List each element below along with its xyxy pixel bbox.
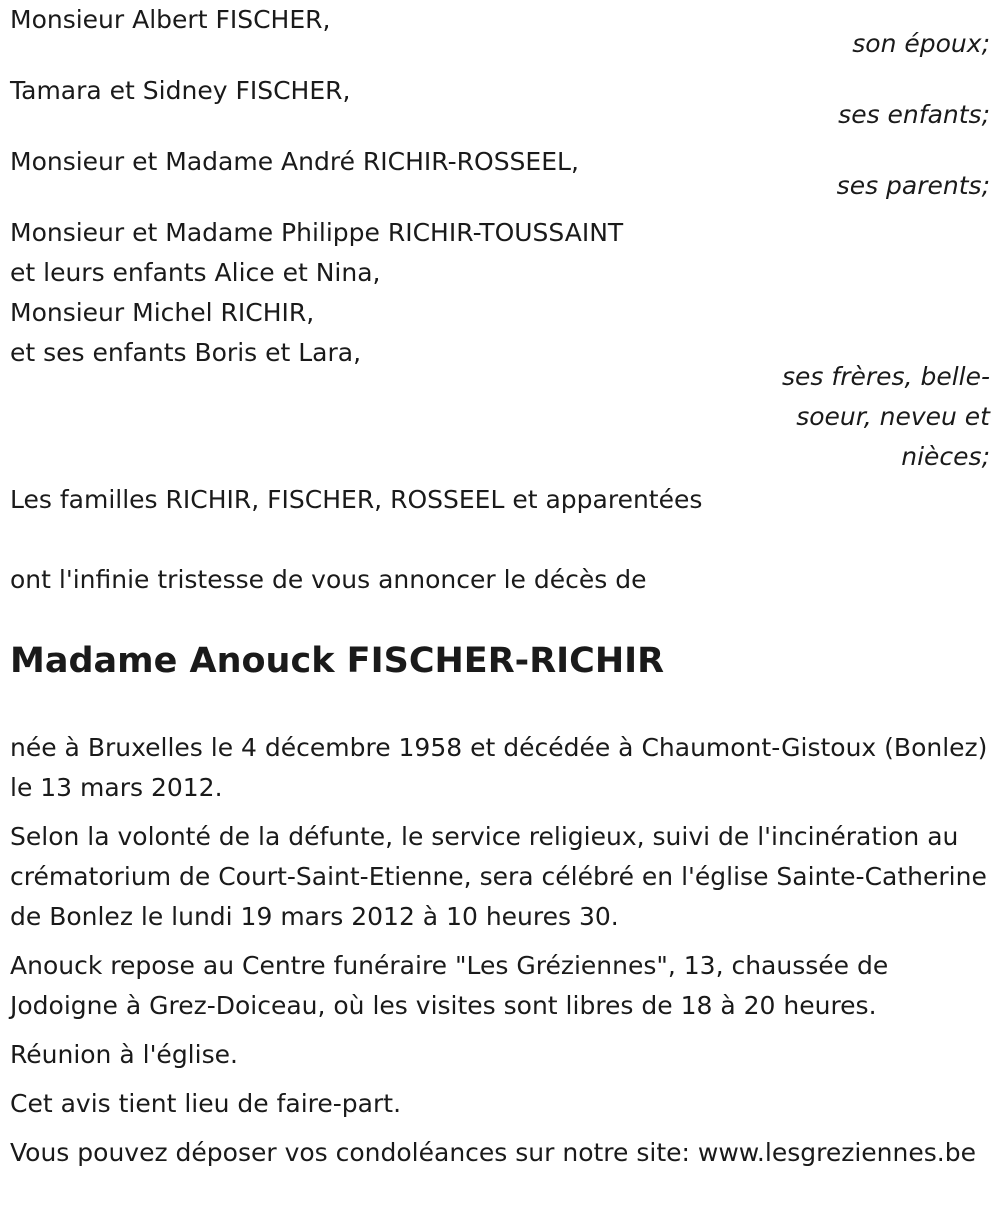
paragraph-funeral-home: Anouck repose au Centre funéraire "Les Gréziennes", 13, chaussée de Jodoigne à Grez-Doiceau, où les visites sont libres de 18 à 20 heures. (10, 951, 889, 1020)
family-name-line: et ses enfants Boris et Lara, (10, 338, 362, 367)
family-name-line: Monsieur et Madame Philippe RICHIR-TOUSSAINT (10, 218, 624, 247)
relation-label: ses frères, belle-soeur, neveu et nièces; (782, 362, 990, 471)
relation-label: ses parents; (836, 171, 990, 200)
family-name-line: Monsieur Michel RICHIR, (10, 298, 315, 327)
family-name-line: Tamara et Sidney FISCHER, (10, 76, 351, 105)
family-name-line: Monsieur Albert FISCHER, (10, 5, 331, 34)
deceased-name: Madame Anouck FISCHER-RICHIR (10, 641, 665, 681)
paragraph-condolences: Vous pouvez déposer vos condoléances sur notre site: www.lesgreziennes.be (10, 1138, 976, 1167)
paragraph-service: Selon la volonté de la défunte, le service religieux, suivi de l'incinération au crématorium de Court-Saint-Etienne, sera célébré en l'église Sainte-Catherine de Bonlez le lundi 19 mars 2012 à 10 heures 30. (10, 822, 987, 931)
paragraph-meeting: Réunion à l'église. (10, 1040, 238, 1069)
obituary-notice (10, 0, 990, 1173)
family-name-line: Monsieur et Madame André RICHIR-ROSSEEL, (10, 147, 579, 176)
family-name-line: et leurs enfants Alice et Nina, (10, 258, 381, 287)
paragraph-birth-death: née à Bruxelles le 4 décembre 1958 et décédée à Chaumont-Gistoux (Bonlez) le 13 mars 2012. (10, 733, 988, 802)
family-entry-children (10, 71, 990, 135)
families-line: Les familles RICHIR, FISCHER, ROSSEEL et apparentées (10, 485, 703, 514)
paragraph-notice: Cet avis tient lieu de faire-part. (10, 1089, 402, 1118)
family-entry-spouse (10, 0, 990, 64)
announcement-text: ont l'infinie tristesse de vous annoncer le décès de (10, 565, 647, 594)
relation-label: son époux; (852, 29, 990, 58)
family-entry-siblings (10, 213, 990, 477)
relation-label: ses enfants; (838, 100, 990, 129)
family-entry-parents (10, 142, 990, 206)
family-names (10, 213, 990, 373)
